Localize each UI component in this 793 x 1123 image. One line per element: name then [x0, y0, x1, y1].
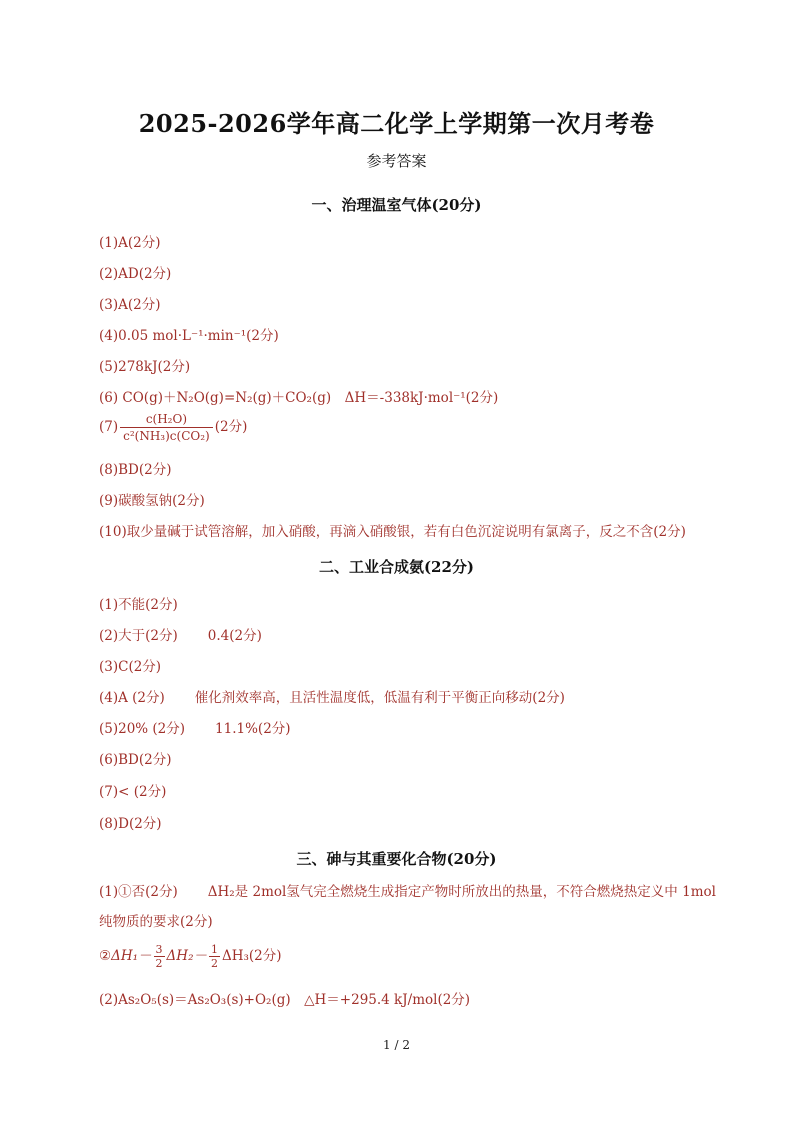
- answer-1-4: (4)0.05 mol·L⁻¹·min⁻¹(2分): [99, 328, 279, 344]
- answer-1-7-prefix: (7): [99, 419, 119, 435]
- answer-1-2: (2)AD(2分): [99, 266, 172, 282]
- equilibrium-constant-fraction: [120, 412, 213, 443]
- answer-2-2b: 0.4(2分): [207, 628, 262, 644]
- coef1-num: 3: [155, 943, 163, 956]
- answer-2-1: (1)不能(2分): [99, 597, 178, 613]
- answer-2-2: [99, 624, 262, 644]
- answer-2-2a: (2)大于(2分): [99, 628, 178, 644]
- answer-1-8: (8)BD(2分): [99, 462, 172, 478]
- answer-3-2: [99, 943, 282, 970]
- answer-2-5a: (5)20% (2分): [99, 721, 186, 737]
- fraction-numerator: c(H₂O): [120, 412, 213, 428]
- fraction-denominator: c²(NH₃)c(CO₂): [123, 429, 210, 443]
- answer-1-7: [99, 412, 247, 443]
- answer-1-6: (6) CO(g)＋N₂O(g)=N₂(g)＋CO₂(g) ΔH＝-338kJ·mol⁻¹(2分): [99, 390, 499, 406]
- answer-1-5: (5)278kJ(2分): [99, 359, 191, 375]
- answer-2-8: (8)D(2分): [99, 816, 162, 832]
- coef1-den: 2: [155, 957, 163, 970]
- answer-3-3: (2)As₂O₅(s)＝As₂O₃(s)+O₂(g) △H＝+295.4 kJ/mol(2分): [99, 992, 471, 1008]
- page-title: 2025-2026学年高二化学上学期第一次月考卷: [138, 109, 655, 138]
- section-heading-1: 一、治理温室气体(20分): [311, 196, 482, 214]
- answer-3-1b: ΔH₂是 2mol氢气完全燃烧生成指定产物时所放出的热量，不符合燃烧热定义中 1mol纯物质的要求(2分): [99, 884, 716, 930]
- answer-1-9: (9)碳酸氢钠(2分): [99, 493, 205, 509]
- page-number: 1 / 2: [383, 1038, 410, 1052]
- answer-3-1: [99, 877, 719, 937]
- coefficient-fraction-1: [154, 943, 165, 970]
- answer-2-3: (3)C(2分): [99, 659, 162, 675]
- term-3: ΔH₃(2分): [221, 948, 282, 964]
- answer-2-5: [99, 717, 291, 737]
- term-1: ΔH₁－: [111, 948, 152, 964]
- answer-1-10: (10)取少量碱于试管溶解，加入硝酸，再滴入硝酸银，若有白色沉淀说明有氯离子，反之不含(2分): [99, 524, 686, 540]
- answer-2-6: (6)BD(2分): [99, 752, 172, 768]
- answer-1-7-suffix: (2分): [214, 419, 248, 435]
- answer-2-4b: 催化剂效率高，且活性温度低，低温有利于平衡正向移动(2分): [194, 690, 565, 706]
- page-subtitle: 参考答案: [366, 152, 427, 170]
- answer-3-2-prefix: ②: [99, 948, 112, 964]
- term-2: ΔH₂－: [166, 948, 207, 964]
- answer-2-7: (7)< (2分): [99, 784, 167, 800]
- coef2-num: 1: [210, 943, 218, 956]
- coef2-den: 2: [210, 957, 218, 970]
- answer-2-4: [99, 686, 565, 706]
- answer-2-4a: (4)A (2分): [99, 690, 165, 706]
- answer-2-5b: 11.1%(2分): [215, 721, 291, 737]
- coefficient-fraction-2: [209, 943, 220, 970]
- answer-1-3: (3)A(2分): [99, 297, 161, 313]
- section-heading-2: 二、工业合成氨(22分): [318, 558, 475, 576]
- section-heading-3: 三、砷与其重要化合物(20分): [296, 850, 497, 868]
- answer-3-1a: (1)①否(2分): [99, 884, 178, 900]
- answer-1-1: (1)A(2分): [99, 235, 161, 251]
